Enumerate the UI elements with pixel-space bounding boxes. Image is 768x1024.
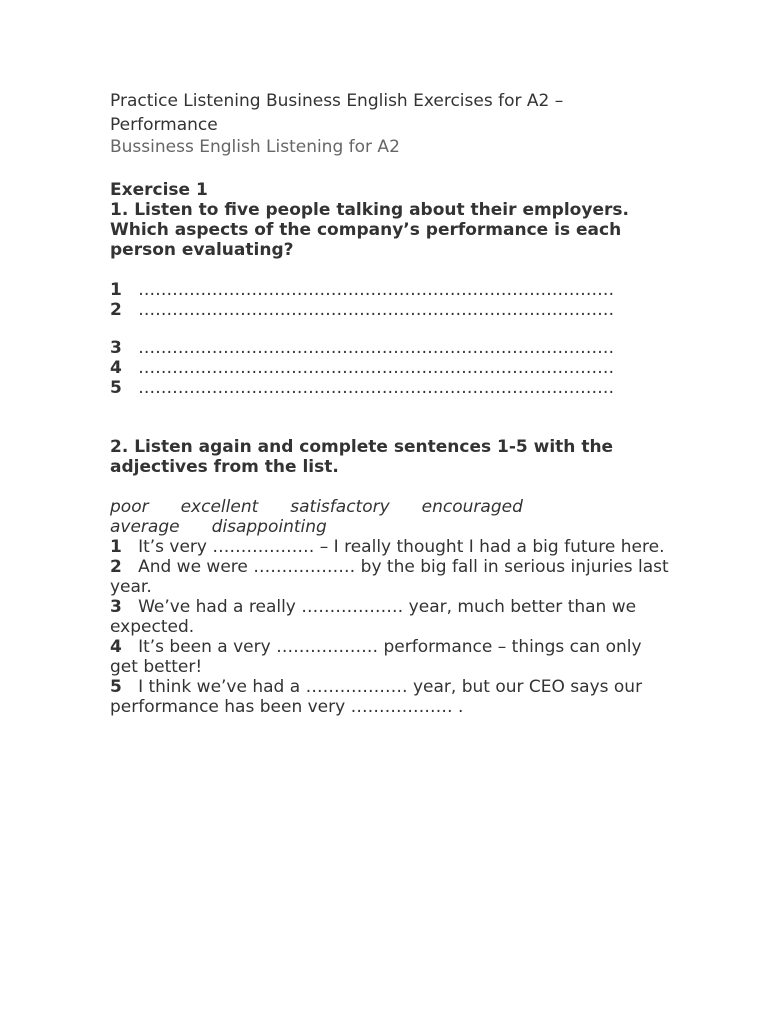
answer-blank-row <box>110 358 670 378</box>
sentence-text: And we were ……………… by the big fall in serious injuries last year. <box>110 557 669 597</box>
question-2: 2. Listen again and complete sentences 1-5 with the adjectives from the list. <box>110 437 614 477</box>
word-bank <box>110 497 670 537</box>
sentence-list <box>110 537 670 717</box>
sentence-number: 1 <box>110 537 122 557</box>
word-bank-item: satisfactory <box>290 497 390 517</box>
sentence-item <box>110 637 670 677</box>
answer-blank-row <box>110 338 670 358</box>
answer-number: 4 <box>110 358 122 378</box>
sentence-item <box>110 677 670 717</box>
word-bank-item: poor <box>110 497 149 517</box>
document-subtitle: Bussiness English Listening for A2 <box>110 137 400 157</box>
answer-blank: ………………………………………………………………………… <box>138 378 615 398</box>
sentence-number: 3 <box>110 597 122 617</box>
answer-number: 1 <box>110 280 122 300</box>
sentence-text: It’s very ……………… – I really thought I had a big future here. <box>138 537 665 557</box>
document-content <box>110 89 670 717</box>
spacer <box>110 320 670 338</box>
answer-number: 2 <box>110 300 122 320</box>
word-bank-row <box>110 517 670 537</box>
answer-number: 5 <box>110 378 122 398</box>
exercise-heading: Exercise 1 <box>110 180 208 200</box>
answer-blank: ………………………………………………………………………… <box>138 338 615 358</box>
answer-blank-row <box>110 280 670 300</box>
answer-blank: ………………………………………………………………………… <box>138 280 615 300</box>
answer-blank: ………………………………………………………………………… <box>138 358 615 378</box>
word-bank-item: average <box>110 517 180 537</box>
word-bank-item: disappointing <box>211 517 327 537</box>
word-bank-item: encouraged <box>421 497 523 517</box>
sentence-text: It’s been a very ……………… performance – things can only get better! <box>110 637 642 677</box>
sentence-number: 5 <box>110 677 122 697</box>
answer-number: 3 <box>110 338 122 358</box>
word-bank-item: excellent <box>180 497 259 517</box>
sentence-text: We’ve had a really ……………… year, much better than we expected. <box>110 597 637 637</box>
sentence-number: 2 <box>110 557 122 577</box>
question-1: 1. Listen to five people talking about their employers. Which aspects of the company’s performance is each person evaluating? <box>110 200 629 260</box>
sentence-text: I think we’ve had a ……………… year, but our CEO says our performance has been very ……………… . <box>110 677 643 717</box>
word-bank-row <box>110 497 670 517</box>
sentence-item <box>110 537 670 557</box>
answer-blank: ………………………………………………………………………… <box>138 300 615 320</box>
answer-blank-list <box>110 280 670 398</box>
sentence-item <box>110 597 670 637</box>
answer-blank-row <box>110 378 670 398</box>
document-title: Practice Listening Business English Exercises for A2 – Performance <box>110 91 564 135</box>
sentence-item <box>110 557 670 597</box>
answer-blank-row <box>110 300 670 320</box>
sentence-number: 4 <box>110 637 122 657</box>
